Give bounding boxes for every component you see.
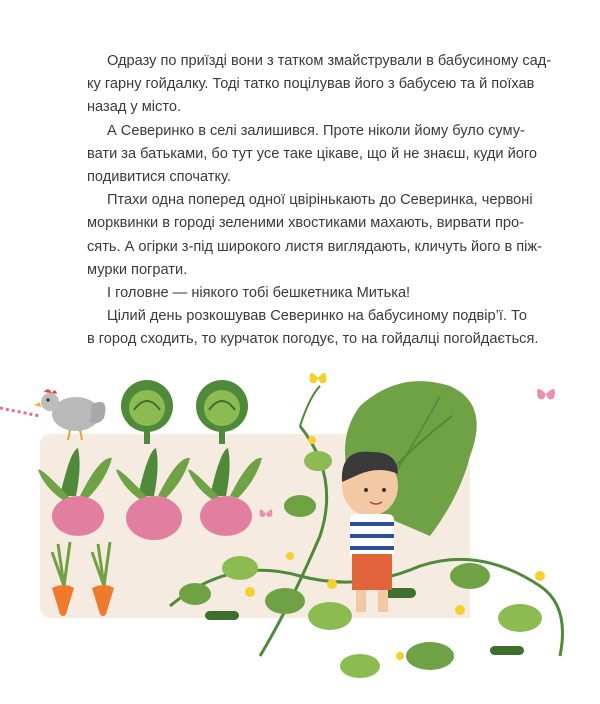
text-line: морквинки в городі зеленими хвостиками махають, вирвати про- bbox=[87, 215, 525, 232]
text-line: вати за батьками, бо тут усе таке цікаве, що й не знаєш, куди його bbox=[87, 145, 538, 162]
text-line: Цілий день розкошував Северинко на бабусиному подвір’ї. То bbox=[107, 308, 527, 325]
story-text bbox=[87, 50, 552, 352]
text-line: Одразу по приїзді вони з татком змайстрували в бабусиному сад- bbox=[107, 53, 552, 69]
butterfly-icon bbox=[310, 373, 327, 383]
text-line: в город сходить, то курчаток погодує, то на гойдалці погойдається. bbox=[87, 331, 539, 348]
text-line: мурки пограти. bbox=[87, 261, 188, 278]
paragraph-5 bbox=[87, 305, 547, 351]
text-line: Птахи одна поперед одної цвірінькають до Северинка, червоні bbox=[107, 192, 533, 209]
text-line: назад у місто. bbox=[87, 99, 182, 116]
paragraph-4 bbox=[87, 282, 547, 305]
text-line: І головне — ніякого тобі бешкетника Митька! bbox=[107, 285, 411, 302]
paragraph-1 bbox=[87, 50, 552, 120]
paragraph-3 bbox=[87, 189, 547, 282]
text-line: подивитися спочатку. bbox=[87, 169, 231, 186]
text-line: ку гарну гойдалку. Тоді татко поцілував його з бабусею та й поїхав bbox=[87, 76, 535, 93]
paragraph-2 bbox=[87, 120, 547, 190]
butterfly-icon bbox=[537, 389, 555, 399]
text-line: А Северинко в селі залишився. Проте ніколи йому було суму- bbox=[107, 122, 525, 139]
text-line: сять. А огірки з-під широкого листя виглядають, кличуть його в піж- bbox=[87, 238, 543, 255]
hen-icon bbox=[0, 389, 106, 440]
garden-illustration bbox=[0, 356, 600, 704]
